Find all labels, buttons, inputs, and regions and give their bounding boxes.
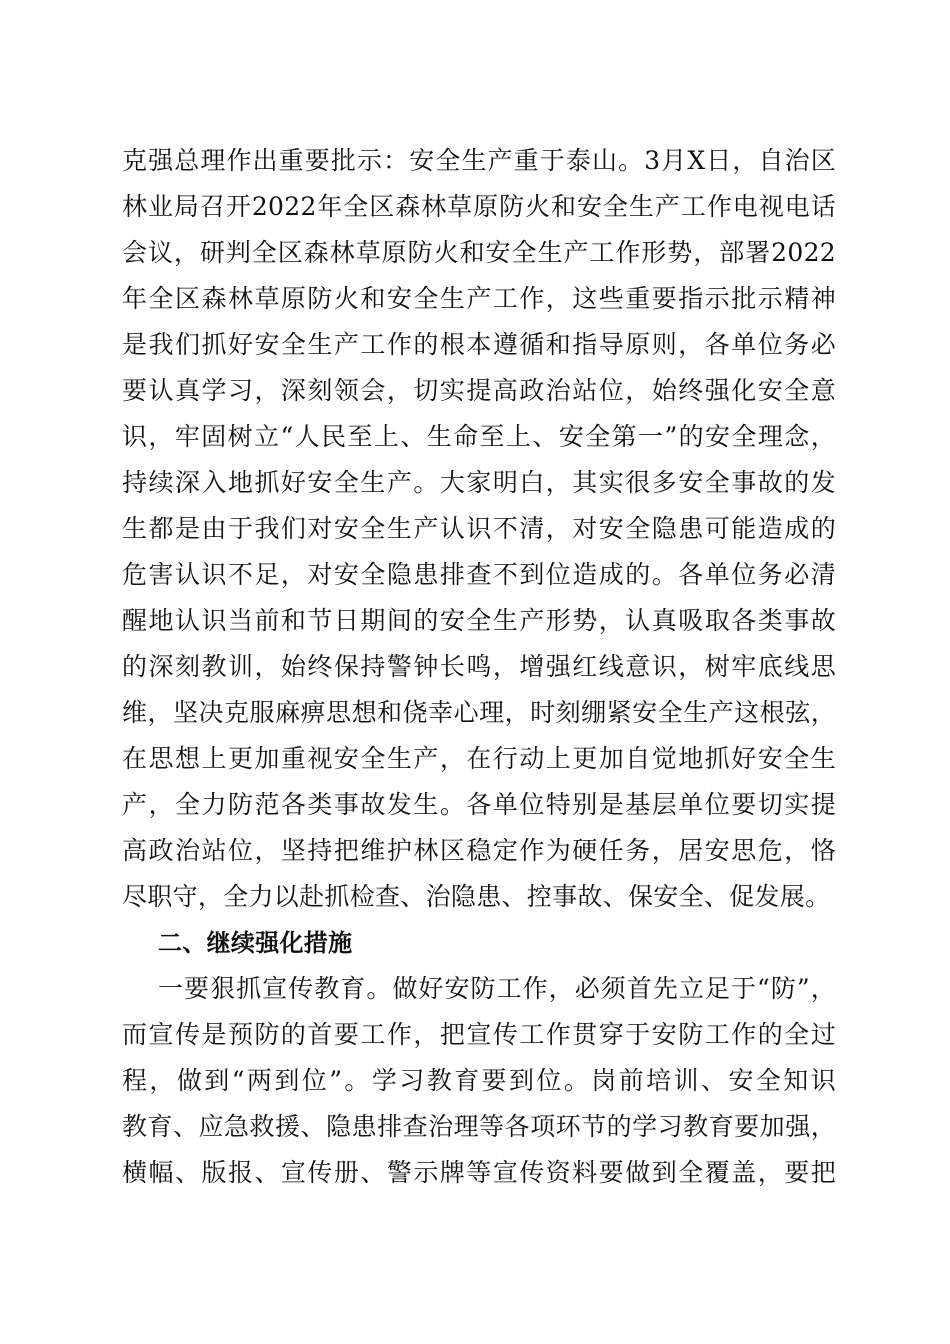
paragraph-line: 持续深入地抓好安全生产。大家明白，其实很多安全事故的发	[122, 468, 836, 497]
section-heading: 二、继续强化措施	[158, 929, 353, 957]
paragraph-2	[122, 966, 836, 1196]
paragraph-1	[122, 138, 836, 920]
paragraph-line: 在思想上更加重视安全生产，在行动上更加自觉地抓好安全生	[122, 744, 836, 773]
paragraph-line: 林业局召开2022年全区森林草原防火和安全生产工作电视电话	[122, 192, 836, 221]
paragraph-line: 程，做到“两到位”。学习教育要到位。岗前培训、安全知识	[122, 1066, 836, 1095]
paragraph-line: 醒地认识当前和节日期间的安全生产形势，认真吸取各类事故	[122, 606, 836, 635]
paragraph-line: 一要狠抓宣传教育。做好安防工作，必须首先立足于“防”，	[158, 974, 836, 1003]
paragraph-line: 克强总理作出重要批示：安全生产重于泰山。3月X日，自治区	[122, 146, 836, 175]
paragraph-line: 会议，研判全区森林草原防火和安全生产工作形势，部署2022	[122, 238, 836, 267]
paragraph-line: 维，坚决克服麻痹思想和侥幸心理，时刻绷紧安全生产这根弦，	[122, 698, 836, 727]
paragraph-line: 年全区森林草原防火和安全生产工作，这些重要指示批示精神	[122, 284, 836, 313]
paragraph-line: 教育、应急救援、隐患排查治理等各项环节的学习教育要加强，	[122, 1112, 836, 1141]
paragraph-line: 危害认识不足，对安全隐患排查不到位造成的。各单位务必清	[122, 560, 836, 589]
paragraph-line: 生都是由于我们对安全生产认识不清，对安全隐患可能造成的	[122, 514, 836, 543]
paragraph-line: 横幅、版报、宣传册、警示牌等宣传资料要做到全覆盖，要把	[122, 1158, 836, 1187]
paragraph-line: 而宣传是预防的首要工作，把宣传工作贯穿于安防工作的全过	[122, 1020, 836, 1049]
paragraph-line: 要认真学习，深刻领会，切实提高政治站位，始终强化安全意	[122, 376, 836, 405]
paragraph-line: 识，牢固树立“人民至上、生命至上、安全第一”的安全理念，	[122, 422, 836, 451]
paragraph-line: 是我们抓好安全生产工作的根本遵循和指导原则，各单位务必	[122, 330, 836, 359]
body-text	[122, 138, 836, 1196]
paragraph-line: 高政治站位，坚持把维护林区稳定作为硬任务，居安思危，恪	[122, 836, 836, 865]
paragraph-line: 的深刻教训，始终保持警钟长鸣，增强红线意识，树牢底线思	[122, 652, 836, 681]
paragraph-line: 尽职守，全力以赴抓检查、治隐患、控事故、保安全、促发展。	[122, 882, 831, 911]
paragraph-line: 产，全力防范各类事故发生。各单位特别是基层单位要切实提	[122, 790, 836, 819]
